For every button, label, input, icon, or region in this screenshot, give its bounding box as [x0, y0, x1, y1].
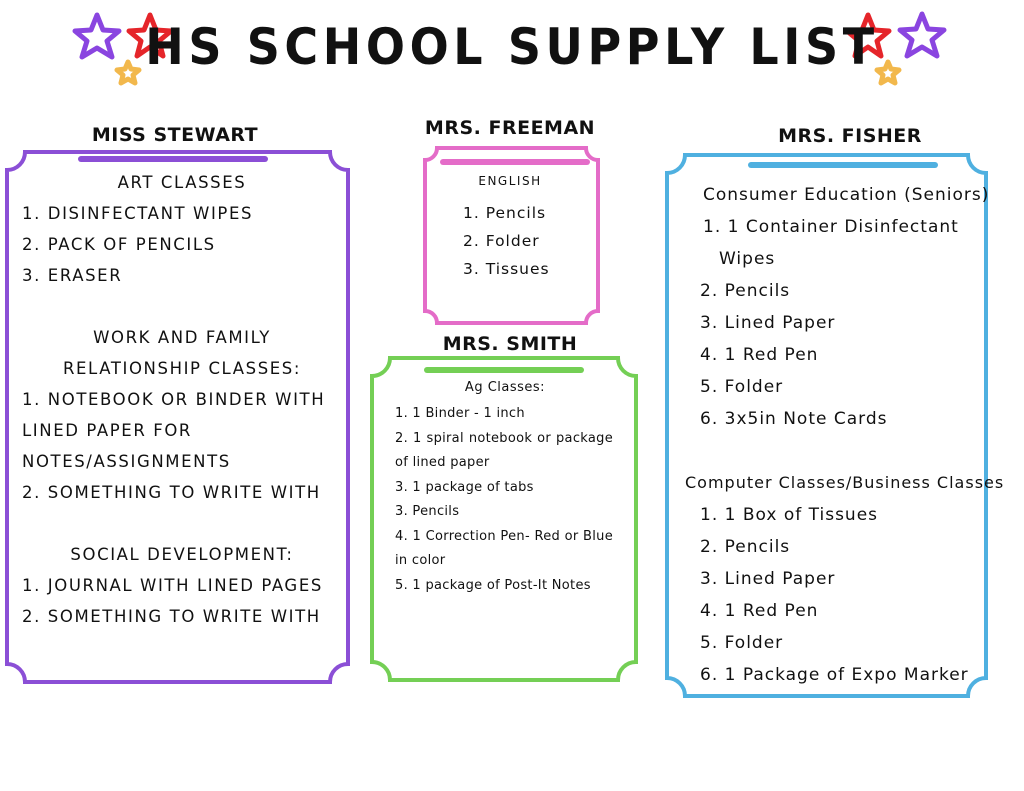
list-item: 3. Pencils — [395, 504, 460, 519]
list-item: LINED PAPER FOR — [22, 421, 192, 440]
list-item: 5. Folder — [700, 633, 784, 653]
work-heading: RELATIONSHIP CLASSES: — [62, 359, 302, 378]
list-item: 3. Tissues — [463, 260, 550, 278]
freeman-teacher-name: MRS. FREEMAN — [424, 117, 596, 139]
list-item: 5. 1 package of Post-It Notes — [395, 577, 591, 593]
list-item: 1. Pencils — [463, 204, 547, 222]
fisher-card-content — [680, 179, 1015, 691]
list-item: 2. SOMETHING TO WRITE WITH — [22, 483, 321, 502]
list-item: 3. Lined Paper — [700, 313, 836, 333]
list-item: 3. ERASER — [22, 266, 123, 285]
list-item: 6. 1 Package of Expo Marker — [700, 665, 969, 685]
list-item: 2. Folder — [463, 232, 540, 250]
list-item: 2. SOMETHING TO WRITE WITH — [22, 607, 321, 626]
page-title: HS SCHOOL SUPPLY LIST — [145, 18, 879, 76]
stewart-underline — [78, 156, 268, 162]
art-heading: ART CLASSES — [117, 173, 247, 192]
list-item: 1. 1 Box of Tissues — [700, 505, 879, 525]
list-item: 2. PACK OF PENCILS — [22, 235, 216, 254]
social-heading: SOCIAL DEVELOPMENT: — [70, 545, 294, 564]
stewart-card-content — [22, 167, 342, 632]
list-item: 2. Pencils — [700, 537, 791, 557]
list-item: 2. Pencils — [700, 281, 791, 301]
work-heading: WORK AND FAMILY — [93, 328, 271, 347]
list-item: 6. 3x5in Note Cards — [700, 409, 888, 429]
consumer-heading: Consumer Education (Seniors) — [703, 185, 990, 205]
list-item: NOTES/ASSIGNMENTS — [22, 452, 231, 471]
list-item: 2. 1 spiral notebook or package of lined paper — [395, 430, 613, 470]
freeman-card-content — [463, 199, 593, 283]
list-item: 4. 1 Red Pen — [700, 345, 819, 365]
list-item: 1. JOURNAL WITH LINED PAGES — [22, 576, 323, 595]
list-item: 1. DISINFECTANT WIPES — [22, 204, 254, 223]
smith-subject: Ag Classes: — [464, 380, 546, 395]
fisher-underline — [748, 162, 938, 168]
list-item: 4. 1 Red Pen — [700, 601, 819, 621]
list-item: Wipes — [719, 249, 776, 269]
list-item: 3. Lined Paper — [700, 569, 836, 589]
list-item: 1. 1 Container Disinfectant — [703, 217, 959, 237]
freeman-subject: ENGLISH — [478, 174, 542, 188]
smith-underline — [424, 367, 584, 373]
smith-teacher-name: MRS. SMITH — [442, 333, 578, 355]
smith-card-content — [395, 402, 613, 598]
computer-heading: Computer Classes/Business Classes — [685, 473, 1005, 492]
list-item: 5. Folder — [700, 377, 784, 397]
list-item: 4. 1 Correction Pen- Red or Blue in color — [395, 528, 613, 568]
list-item: 1. NOTEBOOK OR BINDER WITH — [22, 390, 326, 409]
list-item: 3. 1 package of tabs — [395, 479, 534, 495]
freeman-underline — [440, 159, 590, 165]
list-item: 1. 1 Binder - 1 inch — [395, 406, 525, 421]
fisher-teacher-name: MRS. FISHER — [778, 125, 922, 147]
stewart-teacher-name: MISS STEWART — [91, 124, 259, 146]
